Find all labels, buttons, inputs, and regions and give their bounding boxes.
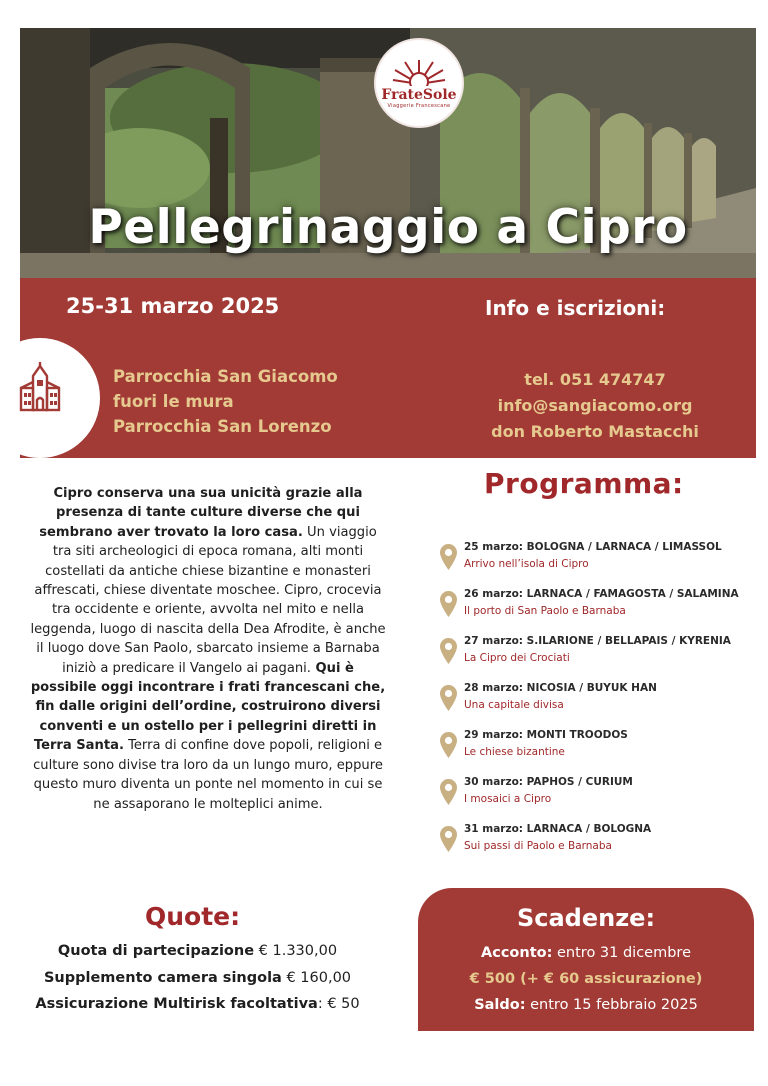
program-day: 28 marzo: NICOSIA / BUYUK HAN (464, 682, 657, 694)
location-pin-icon (440, 591, 457, 617)
intro-paragraph (28, 484, 388, 814)
balance-date: entro 15 febbraio 2025 (525, 997, 698, 1013)
program-item (440, 541, 750, 581)
balance-label: Saldo: (474, 997, 526, 1013)
parish-line: Parrocchia San Giacomo (113, 367, 338, 386)
program-day: 29 marzo: MONTI TROODOS (464, 729, 628, 741)
program-day: 26 marzo: LARNACA / FAMAGOSTA / SALAMINA (464, 588, 739, 600)
deadlines-box (418, 888, 754, 1031)
info-heading: Info e iscrizioni: (485, 296, 666, 320)
logo-subtitle: Viaggerie Francescane (387, 102, 451, 109)
program-theme: La Cipro dei Crociati (464, 652, 570, 664)
program-day: 27 marzo: S.ILARIONE / BELLAPAIS / KYRENIA (464, 635, 731, 647)
fee-value: : € 50 (317, 996, 360, 1012)
contact-list (460, 367, 730, 445)
location-pin-icon (440, 826, 457, 852)
fee-label: Quota di partecipazione (57, 943, 255, 959)
intro-text: Un viaggio tra siti archeologici di epoca romana, alti monti costellati da antiche chiese bizantine e monasteri affrescati, chiese diventate moschee. Cipro, crocevia tra occidente e oriente, avvolta nel mito e nella leggenda, luogo di nascita della Dea Afrodite, è anche il luogo dove San Paolo, sbarcato insieme a Barnaba iniziò a predicare il Vangelo ai pagani. (30, 524, 386, 676)
sun-logo-icon (391, 58, 447, 86)
program-theme: Il porto di San Paolo e Barnaba (464, 605, 626, 617)
church-icon (19, 362, 61, 412)
program-item (440, 823, 750, 863)
program-item (440, 776, 750, 816)
deposit-line (418, 945, 754, 961)
email-address[interactable]: info@sangiacomo.org (497, 396, 693, 415)
parish-line: fuori le mura (113, 392, 234, 411)
intro-bold: Qui è possibile oggi incontrare i frati francescani che, fin dalle origini dell’ordine, costruirono diversi conventi e un ostello per i pellegrini diretti in Terra Santa. (30, 660, 386, 754)
fee-label: Supplemento camera singola (43, 970, 282, 986)
location-pin-icon (440, 732, 457, 758)
fee-line (20, 943, 375, 959)
parish-list (113, 364, 338, 439)
deposit-label: Acconto: (481, 945, 553, 961)
program-theme: Arrivo nell’isola di Cipro (464, 558, 589, 570)
program-item (440, 729, 750, 769)
page-title: Pellegrinaggio a Cipro (88, 200, 688, 255)
parish-line: Parrocchia San Lorenzo (113, 417, 332, 436)
location-pin-icon (440, 638, 457, 664)
program-theme: Una capitale divisa (464, 699, 564, 711)
program-item (440, 682, 750, 722)
program-day: 25 marzo: BOLOGNA / LARNACA / LIMASSOL (464, 541, 722, 553)
location-pin-icon (440, 685, 457, 711)
phone-number[interactable]: tel. 051 474747 (524, 370, 666, 389)
program-theme: Le chiese bizantine (464, 746, 565, 758)
fee-label: Assicurazione Multirisk facoltativa (35, 996, 318, 1012)
info-band (20, 278, 756, 458)
program-item (440, 588, 750, 628)
trip-dates: 25-31 marzo 2025 (66, 294, 280, 318)
program-day: 30 marzo: PAPHOS / CURIUM (464, 776, 633, 788)
location-pin-icon (440, 544, 457, 570)
fee-value: € 1.330,00 (254, 943, 338, 959)
contact-person: don Roberto Mastacchi (491, 422, 699, 441)
location-pin-icon (440, 779, 457, 805)
program-title: Programma: (484, 467, 684, 500)
fee-line (20, 970, 375, 986)
fee-value: € 160,00 (281, 970, 352, 986)
fees-title: Quote: (145, 902, 241, 931)
logo-name: FrateSole (381, 86, 457, 103)
intro-text: Terra di confine dove popoli, religioni e culture sono divise tra loro da un lungo muro, eppure questo muro diventa un ponte nel momento in cui se ne assaporano le molteplici anime. (33, 738, 383, 812)
fratesole-logo (374, 38, 464, 128)
intro-bold: Cipro conserva una sua unicità grazie alla presenza di tante culture diverse che qui sembrano aver trovato la loro casa. (39, 486, 363, 540)
program-theme: I mosaici a Cipro (464, 793, 552, 805)
hero-image (20, 28, 756, 278)
deposit-date: entro 31 dicembre (552, 945, 691, 961)
program-day: 31 marzo: LARNACA / BOLOGNA (464, 823, 652, 835)
balance-line (418, 997, 754, 1013)
program-theme: Sui passi di Paolo e Barnaba (464, 840, 612, 852)
deposit-amount: € 500 (+ € 60 assicurazione) (469, 971, 703, 987)
program-item (440, 635, 750, 675)
deadlines-title: Scadenze: (516, 904, 656, 932)
fee-line (20, 996, 375, 1012)
